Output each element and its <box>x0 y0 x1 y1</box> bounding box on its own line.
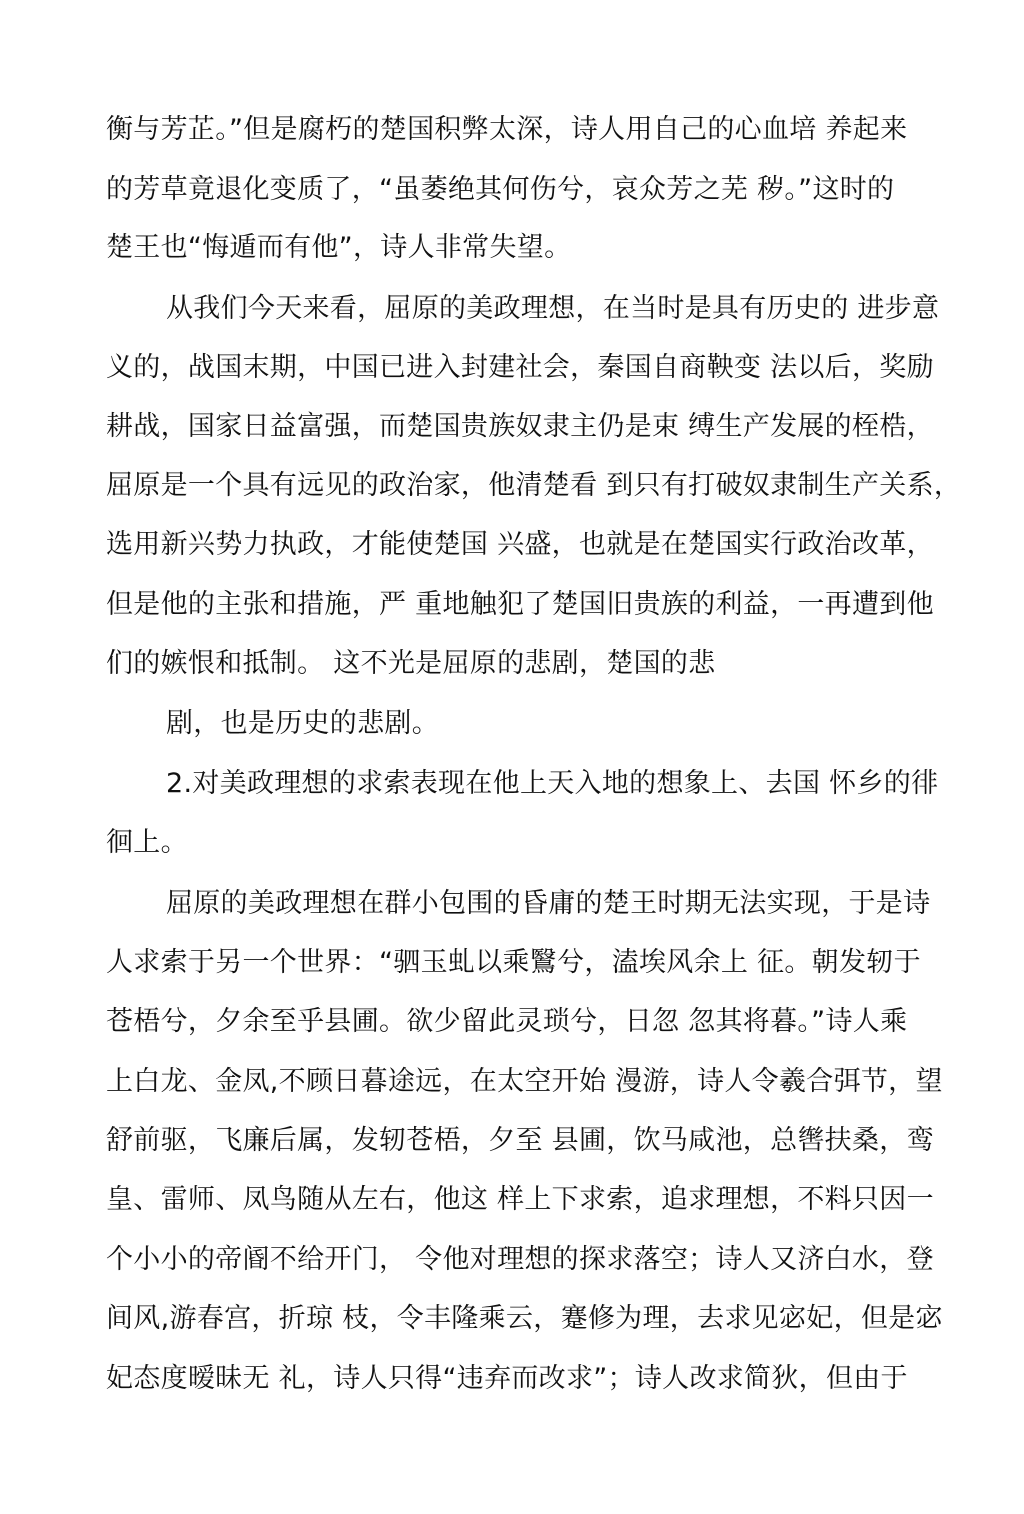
text-line: 间风,游春宫，折琼 枝，令丰隆乘云，蹇修为理，去求见宓妃，但是宓 <box>106 1303 943 1334</box>
text-line: 楚王也“悔遁而有他”，诗人非常失望。 <box>106 232 572 263</box>
text-line: 义的，战国末期，中国已进入封建社会，秦国自商鞅变 法以后，奖励 <box>106 352 934 383</box>
text-line: 衡与芳芷。”但是腐朽的楚国积弊太深，诗人用自己的心血培 养起来 <box>106 114 908 145</box>
text-line: 人求索于另一个世界：“驷玉虬以乘鷖兮，溘埃风余上 征。朝发轫于 <box>106 947 921 978</box>
text-line: 们的嫉恨和抵制。 这不光是屈原的悲剧，楚国的悲 <box>106 648 716 679</box>
text-line: 上白龙、金凤,不顾日暮途远，在太空开始 漫游，诗人令羲合弭节，望 <box>106 1066 943 1097</box>
text-line: 苍梧兮，夕余至乎县圃。欲少留此灵琐兮，日忽 忽其将暮。”诗人乘 <box>106 1006 908 1037</box>
text-line: 屈原是一个具有远见的政治家，他清楚看 到只有打破奴隶制生产关系， <box>106 470 962 501</box>
paragraph-start-line: 屈原的美政理想在群小包围的昏庸的楚王时期无法实现，于是诗 <box>166 888 931 919</box>
text-line: 妃态度暧昧无 礼，诗人只得“违弃而改求”；诗人改求简狄，但由于 <box>106 1363 908 1394</box>
text-line: 但是他的主张和措施，严 重地触犯了楚国旧贵族的利益，一再遭到他 <box>106 589 934 620</box>
text-line: 舒前驱，飞廉后属，发轫苍梧，夕至 县圃，饮马咸池，总辔扶桑，鸾 <box>106 1125 934 1156</box>
section-heading-line: 2.对美政理想的求索表现在他上天入地的想象上、去国 怀乡的徘 <box>166 768 939 799</box>
text-line: 耕战，国家日益富强，而楚国贵族奴隶主仍是束 缚生产发展的桎梏， <box>106 411 934 442</box>
text-line: 徊上。 <box>106 827 188 858</box>
text-line: 的芳草竟退化变质了，“虽萎绝其何伤兮，哀众芳之芜 秽。”这时的 <box>106 174 895 205</box>
text-line: 选用新兴势力执政，才能使楚国 兴盛，也就是在楚国实行政治改革， <box>106 529 934 560</box>
paragraph-start-line: 剧，也是历史的悲剧。 <box>166 708 439 739</box>
paragraph-start-line: 从我们今天来看，屈原的美政理想，在当时是具有历史的 进步意 <box>166 293 940 324</box>
text-line: 个小小的帝阍不给开门， 令他对理想的探求落空；诗人又济白水，登 <box>106 1244 934 1275</box>
text-line: 皇、雷师、凤鸟随从左右，他这 样上下求索，追求理想，不料只因一 <box>106 1184 934 1215</box>
